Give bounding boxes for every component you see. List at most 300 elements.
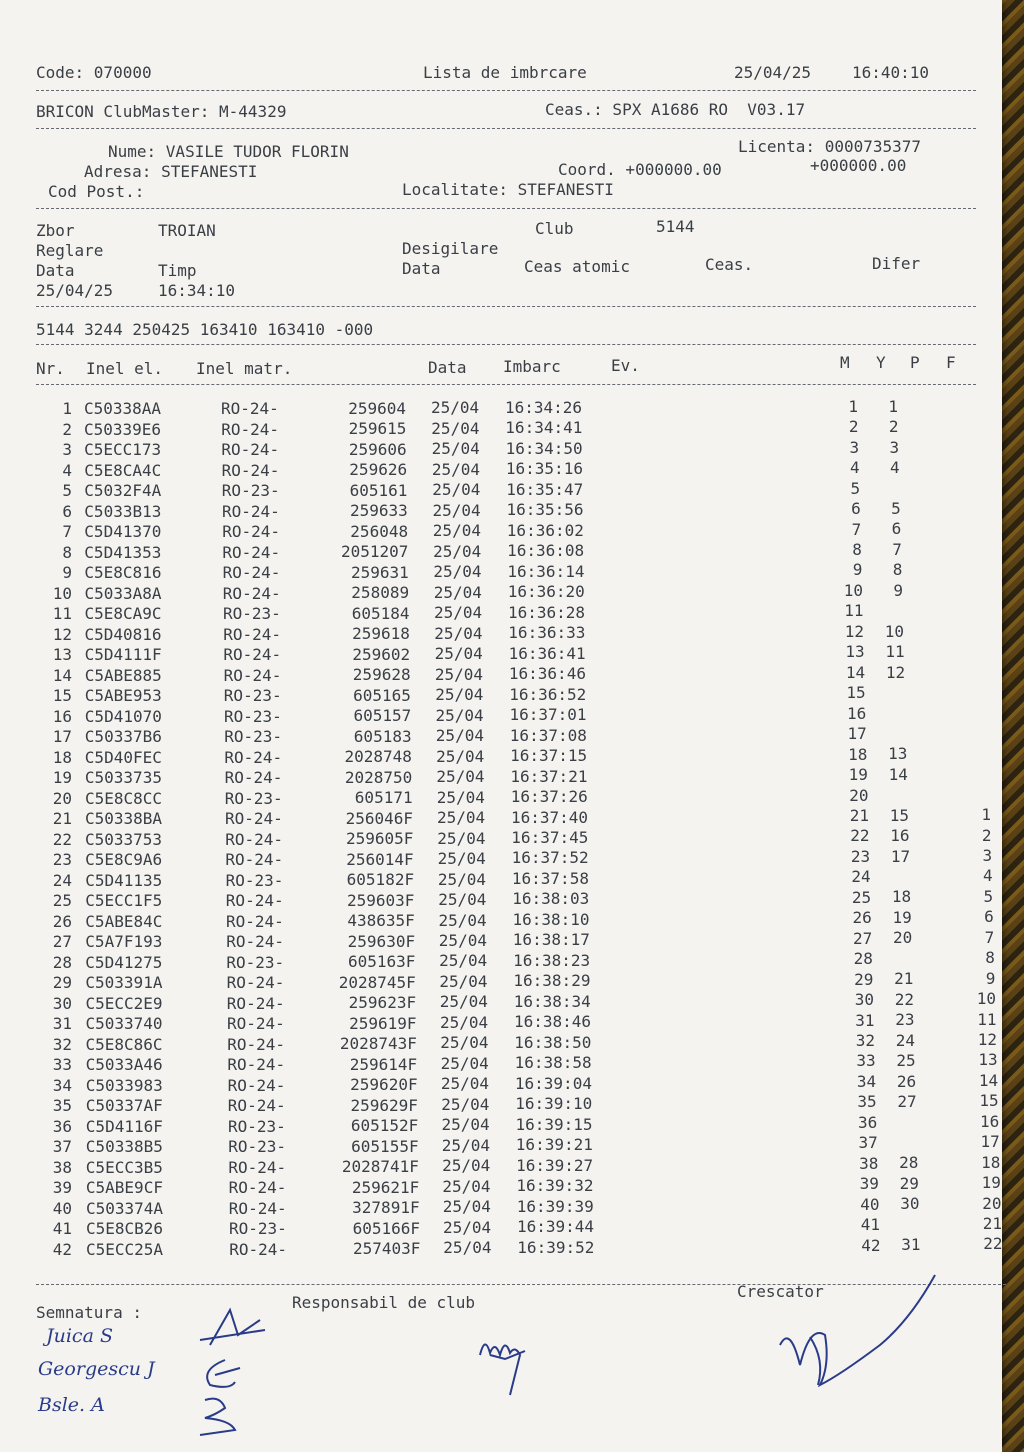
rank-m: 13 xyxy=(845,642,865,662)
electronic-ring: C50338B5 xyxy=(85,1137,163,1156)
divider xyxy=(36,344,976,345)
rank-f: 7 xyxy=(984,927,995,947)
electronic-ring: C5D41353 xyxy=(84,542,162,562)
electronic-ring: C5D41070 xyxy=(84,706,162,726)
rank-m: 40 xyxy=(860,1194,880,1214)
boarding-date: 25/04 xyxy=(443,1238,492,1258)
electronic-ring: C5ABE953 xyxy=(84,686,162,705)
boarding-time: 16:37:15 xyxy=(510,746,588,765)
row-number: 6 xyxy=(62,501,72,521)
code-label: Code: 070000 xyxy=(36,63,152,82)
rank-y: 19 xyxy=(892,907,912,927)
electronic-ring: C5D41135 xyxy=(85,870,163,890)
rank-f: 11 xyxy=(977,1009,997,1029)
electronic-ring: C5E8C86C xyxy=(85,1034,163,1054)
boarding-time: 16:37:26 xyxy=(510,787,588,806)
ring-series: RO-24- xyxy=(221,399,279,419)
ring-number: 259605F xyxy=(345,829,414,849)
boarding-date: 25/04 xyxy=(435,705,484,725)
print-time: 16:40:10 xyxy=(852,63,930,82)
electronic-ring: C50337B6 xyxy=(84,727,162,746)
ring-series: RO-24- xyxy=(221,460,280,480)
rank-m: 24 xyxy=(851,867,871,887)
rank-m: 38 xyxy=(859,1153,879,1173)
handwritten-signature-commission xyxy=(190,1290,280,1440)
electronic-ring: C5033A8A xyxy=(84,583,162,603)
row-number: 35 xyxy=(52,1096,72,1115)
ring-series: RO-24- xyxy=(221,440,280,460)
boarding-time: 16:39:52 xyxy=(517,1237,595,1257)
boarding-time: 16:38:03 xyxy=(512,889,590,909)
row-number: 23 xyxy=(52,850,72,869)
owner-address: Adresa: STEFANESTI xyxy=(84,162,258,181)
col-y: Y xyxy=(876,353,886,372)
ring-number: 259602 xyxy=(352,644,411,664)
ring-series: RO-23- xyxy=(229,1219,287,1239)
rank-f: 5 xyxy=(983,886,994,906)
electronic-ring: C5033A46 xyxy=(85,1055,163,1074)
rank-m: 1 xyxy=(848,396,858,416)
row-number: 8 xyxy=(62,542,72,562)
ring-number: 259629F xyxy=(350,1095,418,1115)
flight-label: Zbor xyxy=(36,221,75,240)
row-number: 24 xyxy=(52,870,72,890)
electronic-ring: C5033B13 xyxy=(84,501,162,521)
boarding-date: 25/04 xyxy=(440,1074,490,1094)
rank-m: 34 xyxy=(856,1071,877,1091)
boarding-date: 25/04 xyxy=(432,500,481,520)
boarding-time: 16:37:45 xyxy=(511,827,589,847)
ring-number: 256014F xyxy=(346,849,414,869)
ring-series: RO-24- xyxy=(227,1034,285,1054)
row-number: 16 xyxy=(52,706,72,726)
ring-series: RO-24- xyxy=(222,522,280,542)
row-number: 41 xyxy=(52,1219,72,1238)
boarding-time: 16:38:58 xyxy=(514,1053,592,1073)
rank-y: 25 xyxy=(896,1051,916,1071)
boarding-time: 16:35:16 xyxy=(505,459,583,479)
row-number: 13 xyxy=(52,645,72,664)
ring-series: RO-24- xyxy=(225,891,284,911)
rank-f: 15 xyxy=(979,1091,999,1111)
row-number: 38 xyxy=(52,1157,72,1177)
electronic-ring: C503374A xyxy=(86,1198,164,1218)
rank-f: 21 xyxy=(982,1214,1002,1233)
ring-number: 259626 xyxy=(349,460,408,480)
ring-series: RO-24- xyxy=(223,624,281,644)
ring-number: 327891F xyxy=(352,1198,420,1217)
electronic-ring: C5D40816 xyxy=(84,624,162,644)
ring-number: 2051207 xyxy=(340,542,409,562)
setting-time-label: Timp xyxy=(158,261,197,280)
boarding-date: 25/04 xyxy=(440,1053,489,1073)
col-boarding: Imbarc xyxy=(503,357,561,376)
row-number: 36 xyxy=(52,1116,72,1136)
setting-date: 25/04/25 xyxy=(36,281,114,300)
rank-m: 20 xyxy=(849,785,869,805)
rank-m: 10 xyxy=(843,580,863,600)
rank-y: 13 xyxy=(888,744,908,764)
rank-y: 4 xyxy=(889,458,900,477)
boarding-time: 16:36:02 xyxy=(506,520,584,540)
rank-y: 14 xyxy=(888,764,908,784)
rank-y: 27 xyxy=(897,1092,917,1111)
electronic-ring: C5ABE9CF xyxy=(85,1178,163,1197)
boarding-time: 16:34:26 xyxy=(505,397,583,417)
ring-number: 605171 xyxy=(354,788,413,808)
boarding-date: 25/04 xyxy=(437,808,486,827)
rank-y: 6 xyxy=(891,519,902,539)
ring-series: RO-23- xyxy=(224,727,282,747)
divider xyxy=(36,384,976,385)
boarding-date: 25/04 xyxy=(431,398,480,418)
divider xyxy=(36,306,976,307)
boarding-date: 25/04 xyxy=(439,992,488,1012)
boarding-time: 16:36:20 xyxy=(507,582,585,602)
row-number: 30 xyxy=(52,993,72,1013)
boarding-time: 16:38:34 xyxy=(513,991,591,1011)
electronic-ring: C5E8C816 xyxy=(84,563,162,582)
boarding-date: 25/04 xyxy=(439,971,488,991)
ring-series: RO-24- xyxy=(227,1096,286,1116)
boarding-time: 16:39:15 xyxy=(515,1114,593,1134)
row-number: 33 xyxy=(52,1055,72,1074)
boarding-date: 25/04 xyxy=(442,1197,491,1217)
ring-number: 259631 xyxy=(351,562,409,582)
electronic-ring: C50337AF xyxy=(85,1096,163,1115)
divider xyxy=(36,90,976,91)
boarding-time: 16:39:10 xyxy=(515,1094,593,1114)
boarding-date: 25/04 xyxy=(434,603,483,623)
boarding-date: 25/04 xyxy=(437,828,486,848)
ring-number: 259630F xyxy=(347,931,416,951)
electronic-ring: C5ABE84C xyxy=(85,911,163,931)
electronic-ring: C5D40FEC xyxy=(84,747,162,767)
ring-number: 605157 xyxy=(353,706,412,726)
unsealing-date-label: Data xyxy=(402,259,441,278)
ring-number: 2028750 xyxy=(344,767,413,787)
ring-number: 605152F xyxy=(350,1116,419,1135)
rank-m: 39 xyxy=(859,1174,879,1194)
ring-series: RO-24- xyxy=(226,932,284,952)
ring-number: 605163F xyxy=(347,952,416,971)
ring-number: 259614F xyxy=(349,1054,418,1074)
boarding-date: 25/04 xyxy=(431,418,480,438)
boarding-time: 16:34:41 xyxy=(505,418,583,438)
rank-m: 11 xyxy=(844,601,864,621)
boarding-time: 16:36:41 xyxy=(508,643,586,663)
boarding-time: 16:36:46 xyxy=(508,664,586,684)
boarding-time: 16:36:28 xyxy=(508,602,586,622)
boarding-time: 16:36:08 xyxy=(507,541,585,561)
ring-series: RO-24- xyxy=(226,993,285,1013)
ring-number: 259619F xyxy=(349,1013,417,1033)
breeder-label: Crescator xyxy=(737,1282,824,1301)
boarding-date: 25/04 xyxy=(434,623,483,643)
coordinates: Coord. +000000.00 xyxy=(558,160,722,179)
rank-f: 17 xyxy=(980,1132,1000,1152)
rank-f: 12 xyxy=(977,1030,997,1049)
ring-series: RO-24- xyxy=(225,829,283,849)
rank-m: 37 xyxy=(858,1133,878,1153)
rank-y: 5 xyxy=(891,498,901,518)
ring-series: RO-24- xyxy=(222,501,280,521)
boarding-date: 25/04 xyxy=(439,951,488,971)
rank-y: 24 xyxy=(895,1030,915,1050)
rank-m: 31 xyxy=(855,1010,875,1030)
boarding-time: 16:34:50 xyxy=(505,438,583,458)
row-number: 4 xyxy=(62,460,72,480)
ring-number: 259615 xyxy=(348,419,407,439)
rank-y: 8 xyxy=(892,560,903,580)
rank-f: 1 xyxy=(981,805,991,825)
clock-label: Ceas. xyxy=(705,255,754,274)
electronic-ring: C5E8CA4C xyxy=(84,460,162,480)
electronic-ring: C5D41275 xyxy=(85,952,163,972)
boarding-date: 25/04 xyxy=(437,849,486,868)
rank-m: 5 xyxy=(850,478,861,498)
boarding-date: 25/04 xyxy=(435,726,484,746)
rank-m: 26 xyxy=(852,908,872,928)
ring-number: 259623F xyxy=(348,993,417,1012)
boarding-time: 16:37:01 xyxy=(509,705,587,725)
rank-y: 1 xyxy=(888,396,898,416)
rank-m: 27 xyxy=(853,928,873,948)
rank-f: 8 xyxy=(985,948,995,968)
boarding-date: 25/04 xyxy=(441,1094,490,1114)
boarding-time: 16:38:10 xyxy=(512,909,590,929)
rank-m: 42 xyxy=(861,1235,881,1255)
rank-m: 7 xyxy=(851,519,862,539)
rank-f: 19 xyxy=(981,1173,1001,1193)
handwritten-signature-club xyxy=(470,1325,540,1405)
boarding-date: 25/04 xyxy=(440,1012,489,1032)
boarding-time: 16:38:50 xyxy=(514,1032,592,1052)
boarding-date: 25/04 xyxy=(431,459,481,479)
electronic-ring: C5033753 xyxy=(85,829,163,849)
boarding-date: 25/04 xyxy=(435,685,484,705)
rank-m: 18 xyxy=(848,744,868,764)
rank-y: 20 xyxy=(893,928,913,948)
ring-number: 259603F xyxy=(346,890,415,910)
rank-y: 16 xyxy=(890,826,910,846)
ring-number: 259621F xyxy=(351,1177,420,1197)
ring-series: RO-24- xyxy=(224,747,283,767)
ring-number: 605184 xyxy=(351,603,410,623)
rank-m: 21 xyxy=(849,805,869,825)
ring-number: 2028745F xyxy=(338,972,416,992)
rank-m: 14 xyxy=(845,662,866,682)
boarding-time: 16:36:52 xyxy=(509,684,587,704)
ring-number: 259620F xyxy=(350,1075,418,1094)
boarding-date: 25/04 xyxy=(438,930,487,950)
rank-m: 12 xyxy=(844,621,864,641)
rank-f: 13 xyxy=(978,1050,998,1070)
col-f: F xyxy=(946,353,956,372)
boarding-date: 25/04 xyxy=(442,1156,491,1176)
rank-f: 16 xyxy=(980,1111,1000,1131)
row-number: 22 xyxy=(52,829,72,849)
ring-number: 605166F xyxy=(352,1218,420,1238)
rank-f: 10 xyxy=(976,989,996,1009)
row-number: 20 xyxy=(52,788,72,808)
rank-m: 3 xyxy=(849,437,860,457)
ring-number: 2028741F xyxy=(341,1157,419,1176)
boarding-date: 25/04 xyxy=(442,1176,491,1196)
clock-code-line: 5144 3244 250425 163410 163410 -000 xyxy=(36,320,374,339)
rank-m: 30 xyxy=(854,990,874,1009)
ring-series: RO-23- xyxy=(228,1137,286,1157)
ring-number: 605161 xyxy=(349,480,408,500)
row-number: 15 xyxy=(52,686,72,705)
boarding-date: 25/04 xyxy=(438,910,487,930)
ring-series: RO-24- xyxy=(228,1157,287,1177)
electronic-ring: C50339E6 xyxy=(84,419,162,439)
row-number: 18 xyxy=(52,747,72,767)
ring-series: RO-24- xyxy=(223,645,282,665)
electronic-ring: C5E8C9A6 xyxy=(85,850,163,869)
electronic-ring: C5D41370 xyxy=(84,522,162,541)
boarding-date: 25/04 xyxy=(436,767,485,786)
rank-m: 25 xyxy=(851,887,872,907)
rank-m: 16 xyxy=(847,703,867,723)
row-number: 5 xyxy=(62,481,72,500)
ring-series: RO-23- xyxy=(226,952,285,972)
rank-m: 41 xyxy=(860,1215,880,1234)
row-number: 1 xyxy=(62,399,72,418)
boarding-date: 25/04 xyxy=(433,582,482,602)
rank-y: 23 xyxy=(895,1010,915,1030)
rank-y: 10 xyxy=(884,621,904,641)
ring-number: 257403F xyxy=(352,1239,421,1258)
ring-number: 2028743F xyxy=(339,1034,417,1053)
row-number: 27 xyxy=(52,932,72,951)
boarding-time: 16:39:32 xyxy=(516,1176,594,1196)
electronic-ring: C5ABE885 xyxy=(84,665,162,685)
rank-y: 2 xyxy=(888,417,899,437)
ring-number: 605155F xyxy=(351,1136,419,1156)
ring-series: RO-24- xyxy=(224,768,283,788)
row-number: 10 xyxy=(52,583,72,603)
boarding-date: 25/04 xyxy=(432,480,481,500)
rank-y: 18 xyxy=(891,887,912,907)
boarding-date: 25/04 xyxy=(434,644,483,664)
ring-series: RO-24- xyxy=(226,973,285,993)
ring-number: 259633 xyxy=(350,501,408,521)
rank-f: 2 xyxy=(981,825,992,845)
row-number: 34 xyxy=(52,1075,72,1095)
ring-series: RO-23- xyxy=(224,788,283,808)
atomic-clock-label: Ceas atomic xyxy=(524,257,630,276)
boarding-time: 16:38:23 xyxy=(513,950,591,970)
ring-number: 258089 xyxy=(351,583,410,603)
row-number: 42 xyxy=(52,1239,72,1259)
rank-y: 7 xyxy=(892,539,902,559)
ring-series: RO-24- xyxy=(227,1055,286,1075)
club-responsible-label: Responsabil de club xyxy=(292,1293,476,1312)
rank-y: 3 xyxy=(889,437,900,457)
signature-label: Semnatura : xyxy=(36,1303,142,1322)
boarding-date: 25/04 xyxy=(433,541,482,561)
row-number: 17 xyxy=(52,727,72,746)
row-number: 9 xyxy=(62,563,72,582)
owner-name: Nume: VASILE TUDOR FLORIN xyxy=(108,142,349,161)
setting-label: Reglare xyxy=(36,241,104,260)
boarding-date: 25/04 xyxy=(433,562,482,582)
rank-y: 9 xyxy=(893,580,903,600)
electronic-ring: C5ECC1F5 xyxy=(85,891,163,910)
ring-number: 259606 xyxy=(348,439,407,459)
ring-number: 605182F xyxy=(346,870,415,890)
row-number: 37 xyxy=(52,1137,72,1156)
ring-series: RO-24- xyxy=(227,1014,285,1034)
ring-number: 259628 xyxy=(352,665,411,685)
rank-f: 14 xyxy=(978,1070,999,1090)
rank-m: 22 xyxy=(850,826,870,846)
rank-m: 2 xyxy=(848,417,859,437)
clock-id: Ceas.: SPX A1686 RO V03.17 xyxy=(545,100,806,119)
boarding-date: 25/04 xyxy=(436,746,485,766)
boarding-time: 16:36:33 xyxy=(508,623,586,643)
row-number: 14 xyxy=(52,665,72,685)
license-number: Licenta: 0000735377 xyxy=(738,137,922,156)
postal-code: Cod Post.: xyxy=(48,182,145,201)
row-number: 32 xyxy=(52,1034,72,1054)
ring-number: 259604 xyxy=(348,398,406,418)
boarding-date: 25/04 xyxy=(438,890,487,909)
unsealing-label: Desigilare xyxy=(402,239,499,258)
rank-f: 9 xyxy=(985,968,996,988)
electronic-ring: C5033983 xyxy=(85,1075,163,1095)
boarding-date: 25/04 xyxy=(432,521,481,541)
row-number: 21 xyxy=(52,809,72,828)
electronic-ring: C5ECC2E9 xyxy=(85,993,163,1013)
boarding-time: 16:39:21 xyxy=(515,1135,593,1155)
ring-number: 438635F xyxy=(347,911,415,930)
rank-m: 15 xyxy=(846,683,866,703)
ring-series: RO-23- xyxy=(223,604,281,624)
ring-series: RO-24- xyxy=(226,911,284,931)
setting-time: 16:34:10 xyxy=(158,281,236,300)
boarding-time: 16:38:17 xyxy=(512,930,590,950)
ring-number: 259618 xyxy=(352,624,410,644)
ring-number: 605183 xyxy=(353,726,412,746)
electronic-ring: C5ECC25A xyxy=(86,1239,164,1259)
rank-m: 17 xyxy=(847,724,867,744)
boarding-date: 25/04 xyxy=(441,1115,490,1135)
ring-series: RO-24- xyxy=(222,563,281,583)
rank-y: 30 xyxy=(900,1194,920,1214)
electronic-ring: C5D4116F xyxy=(85,1116,163,1136)
boarding-time: 16:38:29 xyxy=(513,971,591,991)
electronic-ring: C5ECC3B5 xyxy=(85,1157,163,1177)
difference-label: Difer xyxy=(872,254,921,273)
row-number: 28 xyxy=(52,952,72,972)
col-nr: Nr. xyxy=(36,359,65,378)
row-number: 39 xyxy=(52,1178,72,1197)
boarding-time: 16:39:04 xyxy=(514,1073,592,1093)
row-number: 31 xyxy=(52,1014,72,1033)
ring-series: RO-24- xyxy=(228,1178,287,1198)
ring-series: RO-23- xyxy=(223,686,282,706)
boarding-time: 16:35:56 xyxy=(506,500,584,520)
electronic-ring: C5033735 xyxy=(84,768,162,787)
electronic-ring: C5D4111F xyxy=(84,645,162,664)
ring-series: RO-23- xyxy=(225,870,284,890)
handwritten-signature-breeder xyxy=(770,1265,950,1405)
electronic-ring: C50338BA xyxy=(85,809,163,828)
col-m: M xyxy=(840,353,850,372)
